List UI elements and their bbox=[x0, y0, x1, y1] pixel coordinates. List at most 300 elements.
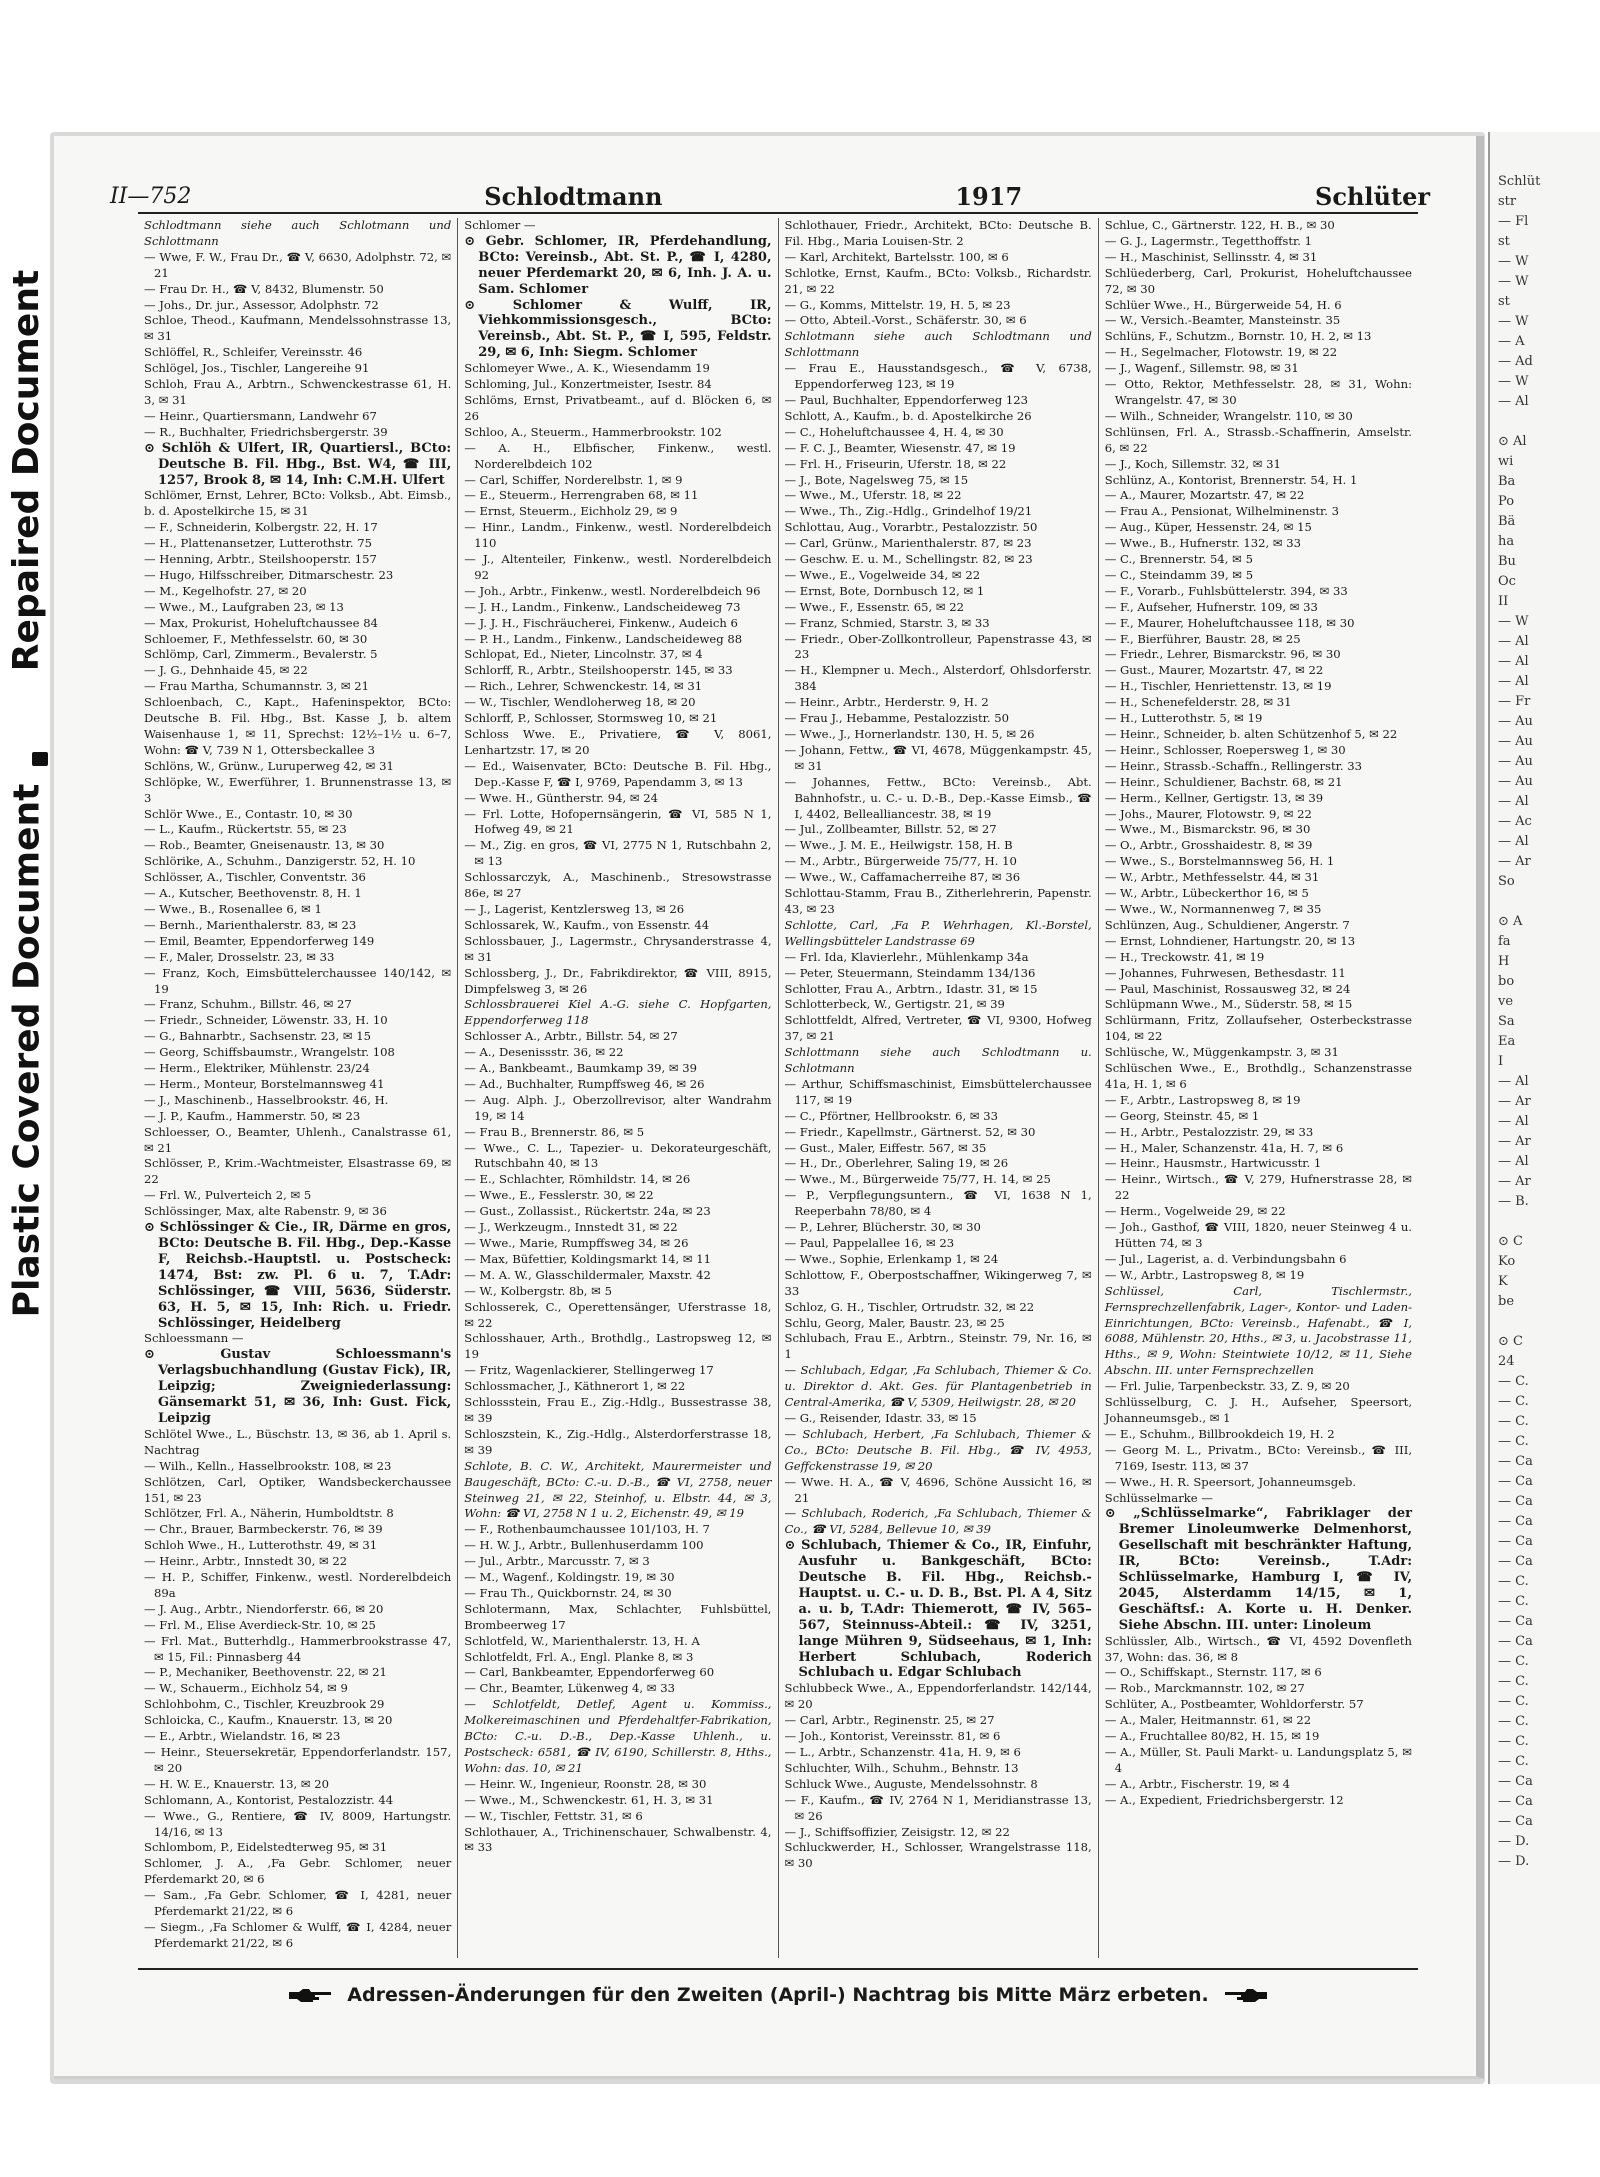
directory-entry: — Aug. Alph. J., Oberzollrevisor, alter Wandrahm 19, ✉ 14 bbox=[464, 1092, 772, 1123]
directory-entry: Schlothauer, Friedr., Architekt, BCto: Deutsche B. Fil. Hbg., Maria Louisen-Str. 2 bbox=[784, 218, 1092, 248]
directory-entry: — W., Tischler, Fettstr. 31, ✉ 6 bbox=[464, 1808, 643, 1823]
next-page-fragment: — C. bbox=[1498, 1414, 1529, 1429]
directory-entry: Schlossstein, Frau E., Zig.-Hdlg., Bussestrasse 38, ✉ 39 bbox=[464, 1395, 772, 1425]
directory-entry: Schlue, C., Gärtnerstr. 122, H. B., ✉ 30 bbox=[1104, 218, 1335, 232]
directory-entry: — F., Kaufm., ☎ IV, 2764 N 1, Meridianstrasse 13, ✉ 26 bbox=[784, 1792, 1092, 1823]
directory-entry: — O., Arbtr., Grosshaidestr. 8, ✉ 39 bbox=[1104, 838, 1313, 853]
next-page-fragment: H bbox=[1498, 954, 1510, 969]
column-2 bbox=[458, 218, 778, 1958]
directory-entry: — Wwe., M., Bismarckstr. 96, ✉ 30 bbox=[1104, 822, 1311, 837]
directory-entry: — Johannes, Fettw., BCto: Vereinsb., Abt. Bahnhofstr., u. C.- u. D.-B., Dep.-Kasse Eimsb., ☎ I, 4402, Bellealliancestr. 38, ✉ 19 bbox=[784, 774, 1092, 821]
directory-entry: — A., Maurer, Mozartstr. 47, ✉ 22 bbox=[1104, 488, 1305, 503]
directory-entry: — Heinr., Schuldiener, Bachstr. 68, ✉ 21 bbox=[1104, 774, 1343, 789]
directory-entry: — A., Kutscher, Beethovenstr. 8, H. 1 bbox=[144, 886, 362, 901]
directory-entry: — F., Arbtr., Lastropsweg 8, ✉ 19 bbox=[1104, 1092, 1301, 1107]
directory-entry: — F., Bierführer, Baustr. 28, ✉ 25 bbox=[1104, 631, 1301, 646]
directory-entry: — A., Desenissstr. 36, ✉ 22 bbox=[464, 1045, 624, 1060]
page-footer bbox=[138, 1978, 1418, 2012]
directory-entry: — L., Kaufm., Rückertstr. 55, ✉ 23 bbox=[144, 822, 347, 837]
directory-entry: — Paul, Pappelallee 16, ✉ 23 bbox=[784, 1236, 955, 1250]
directory-entry: — H., Maschinist, Sellinsstr. 4, ✉ 31 bbox=[1104, 249, 1318, 264]
next-page-fragment: — C. bbox=[1498, 1594, 1529, 1609]
directory-entry: Schlüschen Wwe., E., Brothdlg., Schanzenstrasse 41a, H. 1, ✉ 6 bbox=[1104, 1061, 1412, 1091]
directory-entry: — Wwe., E., Fesslerstr. 30, ✉ 22 bbox=[464, 1188, 654, 1203]
directory-entry: — Frau Th., Quickbornstr. 24, ✉ 30 bbox=[464, 1585, 672, 1600]
directory-entry: — Henning, Arbtr., Steilshooperstr. 157 bbox=[144, 552, 377, 567]
directory-entry: — Arthur, Schiffsmaschinist, Eimsbüttelerchaussee 117, ✉ 19 bbox=[784, 1076, 1092, 1107]
directory-entry: Schlüederberg, Carl, Prokurist, Hoheluftchaussee 72, ✉ 30 bbox=[1104, 265, 1412, 296]
next-page-fragment: — D. bbox=[1498, 1854, 1530, 1869]
directory-entry: — M., Zig. en gros, ☎ VI, 2775 N 1, Rutschbahn 2, ✉ 13 bbox=[464, 838, 772, 869]
next-page-fragment: — Ca bbox=[1498, 1814, 1533, 1829]
next-page-fragment: — Al bbox=[1498, 794, 1529, 809]
directory-entry: — Frl. Ida, Klavierlehr., Mühlenkamp 34a bbox=[784, 949, 1029, 964]
directory-entry: — Frl. Lotte, Hofopernsängerin, ☎ VI, 585 N 1, Hofweg 49, ✉ 21 bbox=[464, 806, 772, 837]
directory-entry: — Wwe., B., Hufnerstr. 132, ✉ 33 bbox=[1104, 536, 1301, 551]
directory-entry: — Otto, Abteil.-Vorst., Schäferstr. 30, ✉ 6 bbox=[784, 313, 1027, 328]
directory-entry: Schloming, Jul., Konzertmeister, Isestr. 84 bbox=[464, 377, 712, 392]
directory-entry: — C., Brennerstr. 54, ✉ 5 bbox=[1104, 552, 1253, 567]
directory-entry: — J., Wagenf., Sillemstr. 98, ✉ 31 bbox=[1104, 361, 1299, 376]
next-page-fragment: — Ca bbox=[1498, 1614, 1533, 1629]
directory-entry: Schlorff, R., Arbtr., Steilshooperstr. 145, ✉ 33 bbox=[464, 663, 733, 678]
next-page-fragment bbox=[1490, 412, 1600, 432]
next-page-fragment: — Ca bbox=[1498, 1534, 1533, 1549]
directory-entry: — E., Schuhm., Billbrookdeich 19, H. 2 bbox=[1104, 1426, 1335, 1441]
directory-entry: — Frl. M., Elise Averdieck-Str. 10, ✉ 25 bbox=[144, 1617, 376, 1632]
directory-entry: Schlohbohm, C., Tischler, Kreuzbrook 29 bbox=[144, 1697, 385, 1712]
directory-entry: — Rich., Lehrer, Schwenckestr. 14, ✉ 31 bbox=[464, 679, 703, 694]
directory-entry: — G., Bahnarbtr., Sachsenstr. 23, ✉ 15 bbox=[144, 1029, 372, 1044]
directory-entry: Schlünsen, Frl. A., Strassb.-Schaffnerin, Amselstr. 6, ✉ 22 bbox=[1104, 424, 1412, 455]
directory-entry: — Franz, Schmied, Starstr. 3, ✉ 33 bbox=[784, 615, 990, 630]
directory-entry: Schlosserek, C., Operettensänger, Uferstrasse 18, ✉ 22 bbox=[464, 1299, 772, 1330]
directory-entry: Schlomann, A., Kontorist, Pestalozzistr. 44 bbox=[144, 1792, 394, 1807]
next-page-fragment: — Al bbox=[1498, 674, 1529, 689]
next-page-fragment: ⊙ C bbox=[1498, 1334, 1523, 1349]
directory-entry: — Wwe., Th., Zig.-Hdlg., Grindelhof 19/21 bbox=[784, 504, 1033, 519]
directory-entry: — Frl. Julie, Tarpenbeckstr. 33, Z. 9, ✉ 20 bbox=[1104, 1379, 1350, 1394]
left-heading: Schlodtmann bbox=[484, 181, 663, 211]
next-page-fragment: Ba bbox=[1498, 474, 1516, 489]
next-page-fragment: II bbox=[1498, 594, 1509, 609]
directory-entry: — Johannes, Fuhrwesen, Bethesdastr. 11 bbox=[1104, 965, 1346, 980]
year-heading: 1917 bbox=[955, 181, 1023, 211]
directory-entry: Schlünz, A., Kontorist, Brennerstr. 54, H. 1 bbox=[1104, 472, 1358, 487]
directory-entry: — H. P., Schiffer, Finkenw., westl. Norderelbdeich 89a bbox=[144, 1570, 452, 1600]
directory-entry: Schlorff, P., Schlosser, Stormsweg 10, ✉ 21 bbox=[464, 711, 718, 726]
next-page-fragment: — Ca bbox=[1498, 1474, 1533, 1489]
directory-entry: — Frl. W., Pulverteich 2, ✉ 5 bbox=[144, 1188, 312, 1203]
directory-entry: — P., Verpflegungsuntern., ☎ VI, 1638 N 1, Reeperbahn 78/80, ✉ 4 bbox=[784, 1188, 1092, 1219]
directory-entry: — Aug., Küper, Hessenstr. 24, ✉ 15 bbox=[1104, 520, 1312, 535]
directory-entry: — Chr., Beamter, Lükenweg 4, ✉ 33 bbox=[464, 1681, 675, 1696]
next-page-fragment bbox=[1490, 1212, 1600, 1232]
directory-entry: — Gust., Maler, Eiffestr. 567, ✉ 35 bbox=[784, 1140, 987, 1155]
directory-entry: Schlötzen, Carl, Optiker, Wandsbeckerchaussee 151, ✉ 23 bbox=[144, 1474, 452, 1505]
directory-entry: Schlomeyer Wwe., A. K., Wiesendamm 19 bbox=[464, 361, 710, 376]
directory-entry: — Johann, Fettw., ☎ VI, 4678, Müggenkampstr. 45, ✉ 31 bbox=[784, 742, 1092, 773]
directory-entry: — Jul., Arbtr., Marcusstr. 7, ✉ 3 bbox=[464, 1554, 650, 1569]
next-page-fragment: 24 bbox=[1498, 1354, 1515, 1369]
directory-entry: — J., Schiffsoffizier, Zeisigstr. 12, ✉ 22 bbox=[784, 1824, 1010, 1839]
next-page-fragment: — Al bbox=[1498, 634, 1529, 649]
directory-entry: — Frau B., Brennerstr. 86, ✉ 5 bbox=[464, 1124, 645, 1139]
directory-entry: — Gust., Zollassist., Rückertstr. 24a, ✉ 23 bbox=[464, 1204, 711, 1219]
directory-entry: — J., Lagerist, Kentzlersweg 13, ✉ 26 bbox=[464, 901, 685, 916]
directory-entry: — Heinr., Steuersekretär, Eppendorferlandstr. 157, ✉ 20 bbox=[144, 1745, 452, 1775]
next-page-fragment: — W bbox=[1498, 374, 1529, 389]
next-page-fragment: — B. bbox=[1498, 1194, 1529, 1209]
directory-entry: Schlötzer, Frl. A., Näherin, Humboldtstr. 8 bbox=[144, 1506, 394, 1521]
directory-entry: — Friedr., Ober-Zollkontrolleur, Papenstrasse 43, ✉ 23 bbox=[784, 631, 1092, 662]
directory-entry: Schlomer — bbox=[464, 218, 536, 232]
page-header bbox=[110, 178, 1430, 214]
next-page-fragment: be bbox=[1498, 1294, 1515, 1309]
directory-entry: — H., Segelmacher, Flotowstr. 19, ✉ 22 bbox=[1104, 345, 1338, 360]
next-page-fragment: st bbox=[1498, 294, 1510, 309]
pointing-hand-left-icon bbox=[1223, 1987, 1269, 2003]
directory-entry: — G., Komms, Mittelstr. 19, H. 5, ✉ 23 bbox=[784, 297, 1011, 312]
next-page-fragment bbox=[1490, 1312, 1600, 1332]
next-page-fragment: ⊙ Al bbox=[1498, 434, 1527, 449]
directory-entry: — Emil, Beamter, Eppendorferweg 149 bbox=[144, 933, 375, 948]
directory-entry: — Schlotfeldt, Detlef, Agent u. Kommiss., Molkereimaschinen und Pferdehaltfer-Fabrikation, BCto: C.-u. D.-B., Dep.-Kasse Uhlenh., u. Postscheck: 6581, ☎ IV, 6190, Schillerstr. 8, Hths., Wohn: das. 10, ✉ 21 bbox=[464, 1697, 772, 1775]
directory-entry: — Joh., Arbtr., Finkenw., westl. Norderelbdeich 96 bbox=[464, 583, 761, 598]
directory-entry: — Franz, Koch, Eimsbüttelerchaussee 140/142, ✉ 19 bbox=[144, 965, 452, 996]
directory-entry: Schlote, B. C. W., Architekt, Maurermeister und Baugeschäft, BCto: C.-u. D.-B., ☎ VI, 2758, neuer Steinweg 21, ✉ 22, Steinhof, u. Elbstr. 44, ✉ 3, Wohn: ☎ VI, 2758 N 1 u. 2, Eichenstr. 49, ✉ 19 bbox=[464, 1458, 772, 1521]
directory-entry: — G., Reisender, Idastr. 33, ✉ 15 bbox=[784, 1410, 977, 1425]
directory-entry: — Carl, Bankbeamter, Eppendorferweg 60 bbox=[464, 1665, 715, 1680]
directory-entry: — Frau A., Pensionat, Wilhelminenstr. 3 bbox=[1104, 504, 1340, 519]
directory-entry: Schlöpke, W., Ewerführer, 1. Brunnenstrasse 13, ✉ 3 bbox=[144, 774, 452, 805]
directory-entry: Schlöms, Ernst, Privatbeamt., auf d. Blöcken 6, ✉ 26 bbox=[464, 392, 772, 423]
directory-entry: Schlotfeldt, Frl. A., Engl. Planke 8, ✉ 3 bbox=[464, 1649, 694, 1664]
next-page-fragment: — Ca bbox=[1498, 1774, 1533, 1789]
directory-entry: — H., Arbtr., Pestalozzistr. 29, ✉ 33 bbox=[1104, 1124, 1314, 1139]
directory-entry: — Wwe., W., Normannenweg 7, ✉ 35 bbox=[1104, 901, 1322, 916]
next-page-fragment: — Ca bbox=[1498, 1514, 1533, 1529]
directory-entry: — F., Vorarb., Fuhlsbüttelerstr. 394, ✉ 33 bbox=[1104, 583, 1348, 598]
directory-entry: — A., Bankbeamt., Baumkamp 39, ✉ 39 bbox=[464, 1061, 697, 1076]
next-page-edge bbox=[1488, 132, 1600, 2084]
directory-entry: — M., Arbtr., Bürgerweide 75/77, H. 10 bbox=[784, 854, 1017, 869]
directory-entry: Schlüer Wwe., H., Bürgerweide 54, H. 6 bbox=[1104, 297, 1342, 312]
directory-entry: ⊙ Schlomer & Wulff, IR, Viehkommissionsgesch., BCto: Vereinsb., Abt. St. P., ☎ I, 595, Feldstr. 29, ✉ 6, Inh: Siegm. Schlomer bbox=[464, 297, 772, 361]
directory-entry: — A. H., Elbfischer, Finkenw., westl. Norderelbdeich 102 bbox=[464, 440, 772, 471]
left-margin bbox=[0, 0, 52, 2177]
directory-entry: — Herm., Vogelweide 29, ✉ 22 bbox=[1104, 1204, 1286, 1219]
directory-entry: — Jul., Zollbeamter, Billstr. 52, ✉ 27 bbox=[784, 822, 997, 837]
directory-entry: — Carl, Schiffer, Norderelbstr. 1, ✉ 9 bbox=[464, 472, 683, 487]
next-page-fragment: — C. bbox=[1498, 1714, 1529, 1729]
directory-entry: — Frl. Mat., Butterhdlg., Hammerbrookstrasse 47, ✉ 15, Fil.: Pinnasberg 44 bbox=[144, 1633, 452, 1664]
directory-entry: — W., Schauerm., Eichholz 54, ✉ 9 bbox=[144, 1681, 348, 1696]
directory-entry: — P., Mechaniker, Beethovenstr. 22, ✉ 21 bbox=[144, 1665, 387, 1680]
directory-entry: Schlottau, Aug., Vorarbtr., Pestalozzistr. 50 bbox=[784, 520, 1038, 535]
directory-entry: — Wwe. H., Güntherstr. 94, ✉ 24 bbox=[464, 790, 659, 805]
directory-entry: — Hinr., Landm., Finkenw., westl. Norderelbdeich 110 bbox=[464, 520, 772, 551]
directory-entry: — W., Arbtr., Lübeckerthor 16, ✉ 5 bbox=[1104, 886, 1309, 901]
directory-entry: — Wilh., Schneider, Wrangelstr. 110, ✉ 30 bbox=[1104, 408, 1353, 423]
directory-entry: Schlosshauer, Arth., Brothdlg., Lastropsweg 12, ✉ 19 bbox=[464, 1331, 772, 1362]
directory-entry: — Ed., Waisenvater, BCto: Deutsche B. Fil. Hbg., Dep.-Kasse F, ☎ I, 9769, Papendamm 3, ✉ 13 bbox=[464, 758, 772, 789]
directory-entry: Schlosser A., Arbtr., Billstr. 54, ✉ 27 bbox=[464, 1029, 678, 1044]
directory-entry: — Frau Martha, Schumannstr. 3, ✉ 21 bbox=[144, 679, 370, 694]
next-page-fragment: str bbox=[1498, 194, 1517, 209]
directory-entry: — J. H., Landm., Finkenw., Landscheideweg 73 bbox=[464, 599, 741, 614]
directory-entry: Schlüssel, Carl, Tischlermstr., Fernsprechzellenfabrik, Lager-, Kontor- und Laden-Einrichtungen, BCto: Vereinsb., Hafenabt., ☎ I, 6088, Mühlenstr. 20, Hths., ✉ 3, u. Jacobstrasse 11, Hths., ✉ 9, Wohn: Steintwiete 10/12, ✉ 11, Siehe Abschn. III. unter Fernsprechzellen bbox=[1104, 1283, 1412, 1378]
next-page-fragment: — Ar bbox=[1498, 1134, 1531, 1149]
directory-entry: — Wwe., B., Rosenallee 6, ✉ 1 bbox=[144, 901, 322, 916]
directory-entry: Schlossberg, J., Dr., Fabrikdirektor, ☎ VIII, 8915, Dimpfelsweg 3, ✉ 26 bbox=[464, 965, 772, 996]
directory-entry: Schlösser, P., Krim.-Wachtmeister, Elsastrasse 69, ✉ 22 bbox=[144, 1156, 452, 1187]
next-page-fragment: Ko bbox=[1498, 1254, 1516, 1269]
next-page-fragment: Oc bbox=[1498, 574, 1516, 589]
directory-entry: — Wwe. H. A., ☎ V, 4696, Schöne Aussicht 16, ✉ 21 bbox=[784, 1474, 1092, 1505]
directory-entry: — Wwe., W., Caffamacherreihe 87, ✉ 36 bbox=[784, 870, 1021, 885]
footer-rule bbox=[138, 1968, 1418, 1970]
directory-entry: — Otto, Rektor, Methfesselstr. 28, ✉ 31, Wohn: Wrangelstr. 47, ✉ 30 bbox=[1104, 377, 1412, 407]
next-page-fragment: — Fr bbox=[1498, 694, 1531, 709]
directory-entry: — Joh., Gasthof, ☎ VIII, 1820, neuer Steinweg 4 u. Hütten 74, ✉ 3 bbox=[1104, 1220, 1412, 1250]
directory-entry: — Herm., Elektriker, Mühlenstr. 23/24 bbox=[144, 1061, 370, 1076]
directory-entry: — A., Maler, Heitmannstr. 61, ✉ 22 bbox=[1104, 1713, 1312, 1728]
header-rule bbox=[138, 212, 1418, 214]
directory-entry: — Fritz, Wagenlackierer, Stellingerweg 17 bbox=[464, 1363, 714, 1378]
next-page-fragment: — Ca bbox=[1498, 1794, 1533, 1809]
next-page-fragment: — Fl bbox=[1498, 214, 1529, 229]
directory-entry: — Bernh., Marienthalerstr. 83, ✉ 23 bbox=[144, 917, 357, 932]
directory-entry: — Hugo, Hilfsschreiber, Ditmarschestr. 23 bbox=[144, 567, 394, 582]
repaired-document-label: Repaired Document bbox=[6, 269, 48, 671]
directory-entry: Schloicka, C., Kaufm., Knauerstr. 13, ✉ 20 bbox=[144, 1713, 393, 1728]
directory-entry: — C., Hoheluftchaussee 4, H. 4, ✉ 30 bbox=[784, 424, 1004, 439]
next-page-fragment: — Au bbox=[1498, 714, 1533, 729]
directory-entry: — Paul, Buchhalter, Eppendorferweg 123 bbox=[784, 392, 1029, 407]
page-number: II—752 bbox=[110, 183, 192, 209]
directory-entry: Schlotmann siehe auch Schlodtmann und Schlottmann bbox=[784, 329, 1092, 360]
directory-entry: ⊙ Schlössinger & Cie., IR, Därme en gros, BCto: Deutsche B. Fil. Hbg., Dep.-Kasse F, Reichsb.-Hauptstl. u. Postscheck: 1474, Bst: zw. Pl. 6 u. 7, T.Adr: Schlössinger, ☎ VIII, 5636, Süderstr. 63, H. 5, ✉ 15, Inh: Rich. u. Friedr. Schlössinger, Heidelberg bbox=[144, 1220, 452, 1331]
next-page-fragment: — Ad bbox=[1498, 354, 1533, 369]
directory-entry: — Geschw. E. u. M., Schellingstr. 82, ✉ 23 bbox=[784, 552, 1033, 567]
next-page-fragment: I bbox=[1498, 1054, 1504, 1069]
next-page-fragment: — Au bbox=[1498, 734, 1533, 749]
directory-entry: — Wwe., G., Rentiere, ☎ IV, 8009, Hartungstr. 14/16, ✉ 13 bbox=[144, 1808, 452, 1839]
directory-entry: Schlossmacher, J., Käthnerort 1, ✉ 22 bbox=[464, 1379, 686, 1394]
directory-entry: — Ernst, Bote, Dornbusch 12, ✉ 1 bbox=[784, 583, 985, 598]
directory-entry: Schloszstein, K., Zig.-Hdlg., Alsterdorferstrasse 18, ✉ 39 bbox=[464, 1426, 772, 1457]
directory-entry: — Paul, Maschinist, Rossausweg 32, ✉ 24 bbox=[1104, 981, 1351, 996]
directory-entry: — Carl, Grünw., Marienthalerstr. 87, ✉ 23 bbox=[784, 536, 1032, 551]
footer-notice: Adressen-Änderungen für den Zweiten (April-) Nachtrag bis Mitte März erbeten. bbox=[347, 1984, 1209, 2006]
directory-entry: — Wwe., Marie, Rumpffsweg 34, ✉ 26 bbox=[464, 1236, 689, 1250]
directory-entry: Schloz, G. H., Tischler, Ortrudstr. 32, ✉ 22 bbox=[784, 1299, 1035, 1314]
directory-entry: Schlottau-Stamm, Frau B., Zitherlehrerin, Papenstr. 43, ✉ 23 bbox=[784, 886, 1092, 916]
directory-entry: — W., Tischler, Wendloherweg 18, ✉ 20 bbox=[464, 695, 696, 710]
directory-entry: Schloo, A., Steuerm., Hammerbrookstr. 102 bbox=[464, 424, 722, 439]
directory-entry: Schlossbrauerei Kiel A.-G. siehe C. Hopfgarten, Eppendorferweg 118 bbox=[464, 997, 772, 1028]
directory-entry: Schlossarczyk, A., Maschinenb., Stresowstrasse 86e, ✉ 27 bbox=[464, 870, 772, 901]
directory-entry: Schlotfeld, W., Marienthalerstr. 13, H. A bbox=[464, 1633, 700, 1648]
directory-entry: Schlömp, Carl, Zimmerm., Bevalerstr. 5 bbox=[144, 647, 378, 662]
directory-entry: — P. H., Landm., Finkenw., Landscheideweg 88 bbox=[464, 631, 743, 646]
directory-entry: — J. Aug., Arbtr., Niendorferstr. 66, ✉ 20 bbox=[144, 1601, 384, 1616]
directory-entry: — H., Dr., Oberlehrer, Saling 19, ✉ 26 bbox=[784, 1156, 1009, 1171]
directory-entry: Schlörike, A., Schuhm., Danzigerstr. 52, H. 10 bbox=[144, 854, 416, 869]
next-page-fragment: — Al bbox=[1498, 394, 1529, 409]
column-3 bbox=[779, 218, 1099, 1958]
directory-entry: — Ad., Buchhalter, Rumpffsweg 46, ✉ 26 bbox=[464, 1076, 705, 1091]
directory-entry: Schlömer, Ernst, Lehrer, BCto: Volksb., Abt. Eimsb., b. d. Apostelkirche 15, ✉ 31 bbox=[144, 488, 452, 519]
directory-entry: — J., Bote, Nagelsweg 75, ✉ 15 bbox=[784, 472, 969, 487]
directory-entry: — A., Expedient, Friedrichsbergerstr. 12 bbox=[1104, 1792, 1344, 1807]
directory-entry: — M., Wagenf., Koldingstr. 19, ✉ 30 bbox=[464, 1570, 675, 1585]
next-page-fragment: Sa bbox=[1498, 1014, 1515, 1029]
directory-entry: — H., Maler, Schanzenstr. 41a, H. 7, ✉ 6 bbox=[1104, 1140, 1344, 1155]
directory-entry: — Chr., Brauer, Barmbeckerstr. 76, ✉ 39 bbox=[144, 1522, 383, 1537]
directory-entry: — H., Treckowstr. 41, ✉ 19 bbox=[1104, 949, 1265, 964]
directory-entry: — Wilh., Kelln., Hasselbrookstr. 108, ✉ 23 bbox=[144, 1458, 392, 1473]
next-page-fragment: — Al bbox=[1498, 654, 1529, 669]
directory-entry: ⊙ Gustav Schloessmann's Verlagsbuchhandlung (Gustav Fick), IR, Leipzig; Zweigniederlassung: Gänsemarkt 51, ✉ 36, Inh: Gust. Fick, Leipzig bbox=[144, 1347, 452, 1426]
directory-entry: — Ernst, Steuerm., Eichholz 29, ✉ 9 bbox=[464, 504, 678, 519]
directory-entry: ⊙ Schlubach, Thiemer & Co., IR, Einfuhr, Ausfuhr u. Bankgeschäft, BCto: Deutsche B. Fil. Hbg., Reichsb.-Hauptst. u. C.- u. D. B., Bst. Pl. A 4, Sitz a. u. b, T.Adr: Thiemerott, ☎ IV, 565–567, Steinnuss-Abteil.: ☎ IV, 3251, lange Mühren 9, Südseehaus, ✉ 1, Inh: Herbert Schlubach, Roderich Schlubach u. Edgar Schlubach bbox=[784, 1538, 1092, 1681]
directory-entry: — Heinr., Schneider, b. alten Schützenhof 5, ✉ 22 bbox=[1104, 727, 1398, 741]
next-page-fragment: fa bbox=[1498, 934, 1511, 949]
directory-entry: ⊙ „Schlüsselmarke“, Fabriklager der Bremer Linoleumwerke Delmenhorst, Gesellschaft mit beschränkter Haftung, IR, BCto: Vereinsb., T.Adr: Schlüsselmarke, Hamburg I, ☎ IV, 2045, Alsterdamm 14/15, ✉ 1, Geschäftsf.: A. Korte u. H. Denker. Siehe Abschn. III. unter: Linoleum bbox=[1104, 1506, 1412, 1633]
directory-entry: Schlu, Georg, Maler, Baustr. 23, ✉ 25 bbox=[784, 1315, 1005, 1330]
directory-entry: — R., Buchhalter, Friedrichsbergerstr. 39 bbox=[144, 424, 388, 439]
directory-entry: Schloenbach, C., Kapt., Hafeninspektor, BCto: Deutsche B. Fil. Hbg., Bst. Kasse J, b. altem Waisenhause 1, ✉ 11, Sprechst: 12½–1½ u. 6–7, Wohn: ☎ V, 739 N 1, Ottersbeckallee 3 bbox=[144, 695, 452, 757]
directory-entry: Schlodtmann siehe auch Schlotmann und Schlottmann bbox=[144, 218, 452, 248]
pointing-hand-right-icon bbox=[287, 1987, 333, 2003]
next-page-fragment: — W bbox=[1498, 614, 1529, 629]
directory-entry: Schlottfeldt, Alfred, Vertreter, ☎ VI, 9300, Hofweg 37, ✉ 21 bbox=[784, 1013, 1092, 1044]
next-page-fragment: bo bbox=[1498, 974, 1515, 989]
directory-entry: Schloessmann — bbox=[144, 1331, 244, 1346]
directory-entry: Schlöns, W., Grünw., Luruperweg 42, ✉ 31 bbox=[144, 758, 394, 773]
directory-entry: — Rob., Marckmannstr. 102, ✉ 27 bbox=[1104, 1681, 1305, 1696]
directory-entry: — Heinr., Strassb.-Schaffn., Rellingerstr. 33 bbox=[1104, 758, 1363, 773]
directory-entry: — H. W. E., Knauerstr. 13, ✉ 20 bbox=[144, 1776, 329, 1791]
label-separator bbox=[32, 752, 48, 766]
directory-columns bbox=[138, 218, 1418, 1958]
directory-entry: — Max, Prokurist, Hoheluftchaussee 84 bbox=[144, 615, 378, 630]
directory-entry: — Wwe., E., Vogelweide 34, ✉ 22 bbox=[784, 567, 981, 582]
directory-entry: — Wwe., M., Bürgerweide 75/77, H. 14, ✉ 25 bbox=[784, 1172, 1051, 1187]
directory-entry: — C., Pförtner, Hellbrookstr. 6, ✉ 33 bbox=[784, 1108, 999, 1123]
directory-entry: — Frau J., Hebamme, Pestalozzistr. 50 bbox=[784, 711, 1010, 726]
directory-entry: Schlüsche, W., Müggenkampstr. 3, ✉ 31 bbox=[1104, 1045, 1339, 1060]
next-page-fragment: — W bbox=[1498, 314, 1529, 329]
directory-entry: Schlotke, Ernst, Kaufm., BCto: Volksb., Richardstr. 21, ✉ 22 bbox=[784, 265, 1092, 296]
directory-entry: Schlötel Wwe., L., Büschstr. 13, ✉ 36, ab 1. April s. Nachtrag bbox=[144, 1426, 452, 1457]
directory-entry: — F., Maler, Drosselstr. 23, ✉ 33 bbox=[144, 949, 335, 964]
directory-entry: — A., Fruchtallee 80/82, H. 15, ✉ 19 bbox=[1104, 1729, 1320, 1744]
directory-entry: — H., Plattenansetzer, Lutterothstr. 75 bbox=[144, 536, 372, 551]
directory-entry: — Heinr., Arbtr., Herderstr. 9, H. 2 bbox=[784, 695, 989, 710]
next-page-fragment: — C. bbox=[1498, 1394, 1529, 1409]
next-page-fragment: — D. bbox=[1498, 1834, 1530, 1849]
directory-entry: — P., Lehrer, Blücherstr. 30, ✉ 30 bbox=[784, 1220, 981, 1235]
directory-entry: Schloss Wwe. E., Privatiere, ☎ V, 8061, Lenhartzstr. 17, ✉ 20 bbox=[464, 727, 772, 757]
directory-entry: — Wwe., J. M. E., Heilwigstr. 158, H. B bbox=[784, 838, 1013, 853]
directory-entry: — Heinr., Arbtr., Innstedt 30, ✉ 22 bbox=[144, 1554, 348, 1569]
directory-entry: Schlüsselmarke — bbox=[1104, 1490, 1213, 1505]
directory-entry: Schlottow, F., Oberpostschaffner, Wikingerweg 7, ✉ 33 bbox=[784, 1267, 1092, 1298]
directory-entry: Schlögel, Jos., Tischler, Langereihe 91 bbox=[144, 361, 370, 376]
directory-entry: — E., Steuerm., Herrengraben 68, ✉ 11 bbox=[464, 488, 699, 503]
directory-entry: — Wwe., M., Laufgraben 23, ✉ 13 bbox=[144, 599, 344, 614]
directory-entry: — W., Arbtr., Lastropsweg 8, ✉ 19 bbox=[1104, 1267, 1305, 1282]
directory-entry: Schlösser, A., Tischler, Conventstr. 36 bbox=[144, 870, 366, 885]
next-page-fragment: — Ca bbox=[1498, 1554, 1533, 1569]
next-page-fragment: — Ar bbox=[1498, 1174, 1531, 1189]
directory-entry: — E., Arbtr., Wielandstr. 16, ✉ 23 bbox=[144, 1729, 341, 1744]
directory-entry: — M., Kegelhofstr. 27, ✉ 20 bbox=[144, 583, 307, 598]
next-page-fragment: — Ca bbox=[1498, 1634, 1533, 1649]
directory-entry: Schlüns, F., Schutzm., Bornstr. 10, H. 2, ✉ 13 bbox=[1104, 329, 1372, 344]
next-page-fragment: — W bbox=[1498, 274, 1529, 289]
directory-entry: — F., Rothenbaumchaussee 101/103, H. 7 bbox=[464, 1522, 710, 1537]
directory-entry: — O., Schiffskapt., Sternstr. 117, ✉ 6 bbox=[1104, 1665, 1322, 1680]
directory-entry: — W., Versich.-Beamter, Mansteinstr. 35 bbox=[1104, 313, 1341, 328]
column-1 bbox=[138, 218, 458, 1958]
directory-entry: — Rob., Beamter, Gneisenaustr. 13, ✉ 30 bbox=[144, 838, 385, 853]
next-page-fragment: K bbox=[1498, 1274, 1508, 1289]
directory-entry: — Johs., Maurer, Flotowstr. 9, ✉ 22 bbox=[1104, 806, 1312, 821]
directory-entry: Schlotterbeck, W., Gertigstr. 21, ✉ 39 bbox=[784, 997, 1005, 1012]
next-page-fragment: — W bbox=[1498, 254, 1529, 269]
directory-entry: — W., Kolbergstr. 8b, ✉ 5 bbox=[464, 1283, 612, 1298]
directory-entry: — Heinr., Quartiersmann, Landwehr 67 bbox=[144, 408, 377, 423]
directory-entry: — Wwe., M., Schwenckestr. 61, H. 3, ✉ 31 bbox=[464, 1792, 714, 1807]
directory-entry: — J. G., Dehnhaide 45, ✉ 22 bbox=[144, 663, 308, 678]
directory-entry: — Georg, Steinstr. 45, ✉ 1 bbox=[1104, 1108, 1260, 1123]
directory-entry: — H., Tischler, Henriettenstr. 13, ✉ 19 bbox=[1104, 679, 1332, 694]
directory-entry: Schlotte, Carl, ‚Fa P. Wehrhagen, Kl.-Borstel, Wellingsbütteler Landstrasse 69 bbox=[784, 917, 1092, 948]
next-page-fragment: Bu bbox=[1498, 554, 1516, 569]
column-4 bbox=[1099, 218, 1418, 1958]
directory-entry: Schlör Wwe., E., Contastr. 10, ✉ 30 bbox=[144, 806, 353, 821]
next-page-fragment: — C. bbox=[1498, 1374, 1529, 1389]
next-page-fragment: Po bbox=[1498, 494, 1515, 509]
directory-entry: Schlubach, Frau E., Arbtrn., Steinstr. 79, Nr. 16, ✉ 1 bbox=[784, 1331, 1092, 1362]
directory-entry: — Heinr., Wirtsch., ☎ V, 279, Hufnerstrasse 28, ✉ 22 bbox=[1104, 1172, 1412, 1203]
next-page-fragment: So bbox=[1498, 874, 1515, 889]
directory-entry: — Heinr., Hausmstr., Hartwicusstr. 1 bbox=[1104, 1156, 1322, 1171]
directory-entry: — C., Steindamm 39, ✉ 5 bbox=[1104, 567, 1254, 582]
next-page-fragment: — Ca bbox=[1498, 1454, 1533, 1469]
directory-entry: Schlossarek, W., Kaufm., von Essenstr. 44 bbox=[464, 917, 710, 932]
next-page-fragment: — C. bbox=[1498, 1574, 1529, 1589]
directory-entry: — Frau E., Hausstandsgesch., ☎ V, 6738, Eppendorferweg 123, ✉ 19 bbox=[784, 361, 1092, 392]
plastic-covered-label: Plastic Covered Document bbox=[6, 783, 48, 1317]
directory-entry: — Sam., ‚Fa Gebr. Schlomer, ☎ I, 4281, neuer Pferdemarkt 21/22, ✉ 6 bbox=[144, 1888, 452, 1919]
next-page-fragment: — Ca bbox=[1498, 1494, 1533, 1509]
directory-entry: Schloemer, F., Methfesselstr. 60, ✉ 30 bbox=[144, 631, 368, 646]
directory-entry: — Wwe., F., Essenstr. 65, ✉ 22 bbox=[784, 599, 965, 614]
directory-entry: — J., Koch, Sillemstr. 32, ✉ 31 bbox=[1104, 456, 1281, 471]
directory-entry: Schlüter, A., Postbeamter, Wohldorferstr. 57 bbox=[1104, 1697, 1364, 1712]
directory-entry: Schluckwerder, H., Schlosser, Wrangelstrasse 118, ✉ 30 bbox=[784, 1840, 1092, 1871]
next-page-fragment: — C. bbox=[1498, 1734, 1529, 1749]
next-page-fragment: — A bbox=[1498, 334, 1525, 349]
directory-entry: Schloesser, O., Beamter, Uhlenh., Canalstrasse 61, ✉ 21 bbox=[144, 1124, 452, 1155]
next-page-fragment: — C. bbox=[1498, 1754, 1529, 1769]
next-page-fragment: st bbox=[1498, 234, 1510, 249]
